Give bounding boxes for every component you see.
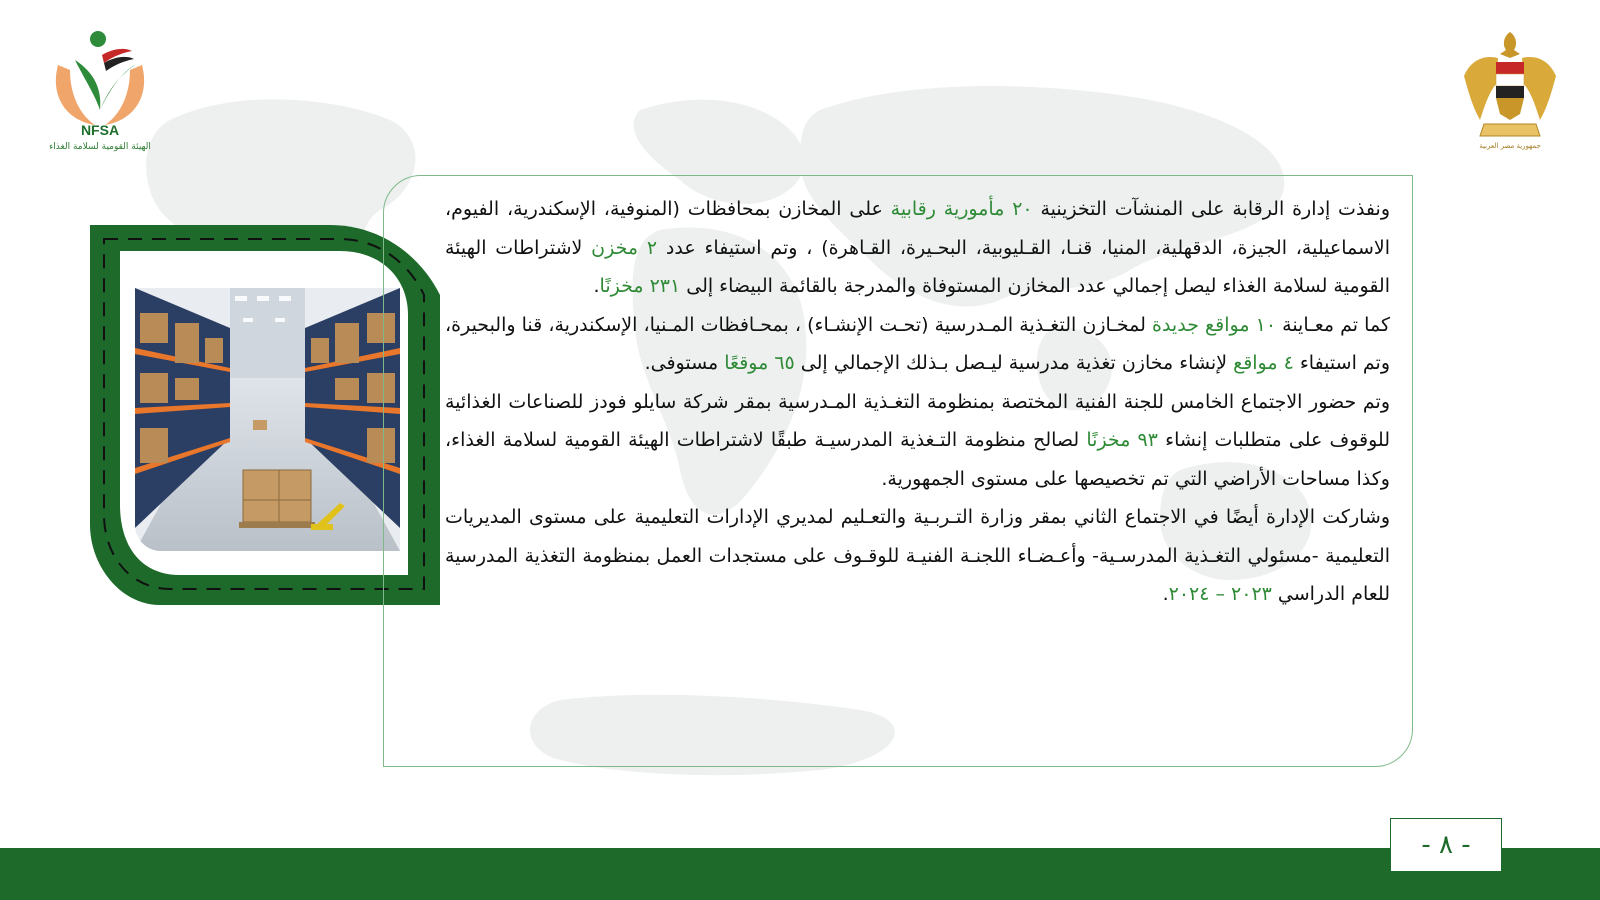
emblem-caption: جمهورية مصر العربية [1479, 142, 1541, 150]
nfsa-logo-text: NFSA [80, 122, 120, 138]
highlight-missions-count: ٢٠ مأمورية رقابية [890, 198, 1033, 220]
highlight-new-sites: ١٠ مواقع جديدة [1152, 313, 1277, 336]
paragraph-technical-committee: وتم حضور الاجتماع الخامس للجنة الفنية المختصة بمنظومة التغـذية المـدرسية بمقر شركة سايلو فودز للصناعات الغذائية للوقوف على متطلبات إنشاء ٩٣ مخزنًا لصالح منظومة التـغذية المدرسيـة طبقًا لاشتراطات الهيئة القومية لسلامة الغذاء، وكذا مساحات الأراضي التي تم تخصيصها على مستوى الجمهورية. [445, 390, 1391, 490]
warehouse-photo [135, 288, 400, 551]
page-number: - ٨ - [1390, 818, 1502, 872]
nfsa-logo-subtitle: الهيئة القومية لسلامة الغذاء [49, 142, 151, 152]
egypt-eagle-emblem-icon [1462, 28, 1558, 152]
highlight-academic-year: ٢٠٢٣ – ٢٠٢٤ [1168, 583, 1272, 605]
highlight-stores-compliant: ٢ مخزن [591, 236, 658, 259]
highlight-stores-total: ٢٣١ مخزنًا [599, 275, 681, 297]
paragraph-storage-inspections: ونفذت إدارة الرقابة على المنشآت التخزينية ٢٠ مأمورية رقابية على المخازن بمحافظات (المنوفية، الإسكندرية، الفيوم، الاسماعيلية، الجيزة، الدقهلية، المنيا، قنـا، القـليوبية، البحـيرة، القـاهرة) ، وتم استيفاء عدد ٢ مخزن لاشتراطات الهيئة القومية لسلامة الغذاء ليصل إجمالي عدد المخازن المستوفاة والمدرجة بالقائمة البيضاء إلى ٢٣١ مخزنًا. [445, 198, 1391, 297]
nfsa-logo [40, 25, 160, 160]
paragraph-ministry-meeting: وشاركت الإدارة أيضًا في الاجتماع الثاني بمقر وزارة التـربـية والتعـليم لمديري الإدارات التعليمية على مستوى المديريات التعليمية -مسئولي التغـذية المدرسـية- وأعـضـاء اللجنـة الفنيـة للوقـوف على مستجدات العمل بمنظومة التغذية المدرسية للعام الدراسي ٢٠٢٣ – ٢٠٢٤. [445, 506, 1390, 605]
body-text [445, 190, 1390, 614]
highlight-sites-total: ٦٥ موقعًا [724, 352, 795, 374]
footer-band [0, 848, 1600, 900]
paragraph-school-nutrition-sites: كما تم معـاينة ١٠ مواقع جديدة لمخـازن التغـذية المـدرسية (تحـت الإنشـاء) ، بمحـافظات المـنيا، الإسكندرية، قنا والبحيرة، وتم استيفاء ٤ مواقع لإنشاء مخازن تغذية مدرسية ليـصل بـذلك الإجمالي إلى ٦٥ موقعًا مستوفى. [445, 313, 1390, 374]
highlight-new-stores: ٩٣ مخزنًا [1086, 429, 1158, 451]
highlight-sites-compliant: ٤ مواقع [1233, 352, 1294, 374]
